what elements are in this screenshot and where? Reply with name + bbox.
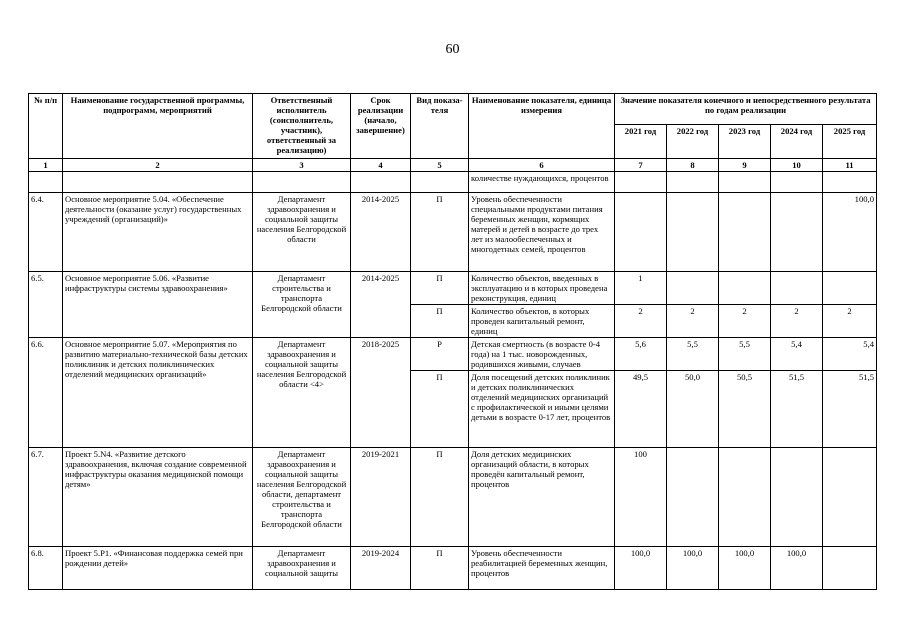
value-2024: 51,5 — [771, 371, 823, 448]
column-number: 6 — [469, 159, 615, 172]
value-2022: 5,5 — [667, 338, 719, 371]
header-num: № п/п — [29, 94, 63, 159]
header-type: Вид показа-теля — [411, 94, 469, 159]
table-row — [29, 448, 877, 547]
header-year: 2024 год — [771, 125, 823, 159]
measure-name: Основное мероприятие 5.06. «Развитие инфраструктуры системы здравоохранения» — [63, 272, 253, 338]
header-indicator: Наименование показателя, единица измерения — [469, 94, 615, 159]
indicator-cell: Уровень обеспеченности реабилитацией беременных женщин, процентов — [469, 547, 615, 590]
indicator-cell: Доля детских медицинских организаций области, в которых проведён капитальный ремонт, процентов — [469, 448, 615, 547]
column-number: 9 — [719, 159, 771, 172]
executor-cell: Департамент здравоохранения и социальной защиты населения Белгородской области, департамент строительства и транспорта Белгородской области — [253, 448, 351, 547]
executor-cell: Департамент здравоохранения и социальной защиты — [253, 547, 351, 590]
header-year: 2023 год — [719, 125, 771, 159]
header-row — [29, 94, 877, 125]
header-year: 2021 год — [615, 125, 667, 159]
period-cell: 2018-2025 — [351, 338, 411, 448]
value-2021: 49,5 — [615, 371, 667, 448]
indicator-cell: Количество объектов, в которых проведен капитальный ремонт, единиц — [469, 305, 615, 338]
page-bottom-edge — [0, 626, 905, 640]
table-row — [29, 172, 877, 193]
type-cell: П — [411, 547, 469, 590]
value-2024: 5,4 — [771, 338, 823, 371]
header-year: 2022 год — [667, 125, 719, 159]
header-executor: Ответственный исполнитель (соисполнитель, участник), ответственный за реализацию) — [253, 94, 351, 159]
value-2022: 100,0 — [667, 547, 719, 590]
indicator-cell: Уровень обеспеченности специальными продуктами питания беременных женщин, кормящих матерей и детей в возрасте до трех лет из малообеспеченных и многодетных семей, процентов — [469, 193, 615, 272]
value-2025: 2 — [823, 305, 877, 338]
header-values-group: Значение показателя конечного и непосредственного результата по годам реализации — [615, 94, 877, 125]
value-2025: 51,5 — [823, 371, 877, 448]
value-2023: 2 — [719, 305, 771, 338]
value-2024: 2 — [771, 305, 823, 338]
row-number: 6.7. — [29, 448, 63, 547]
column-number: 11 — [823, 159, 877, 172]
value-2021: 2 — [615, 305, 667, 338]
executor-cell: Департамент строительства и транспорта Белгородской области — [253, 272, 351, 338]
row-number: 6.4. — [29, 193, 63, 272]
type-cell: П — [411, 448, 469, 547]
value-2022: 50,0 — [667, 371, 719, 448]
measure-name: Проект 5.Р1. «Финансовая поддержка семей при рождении детей» — [63, 547, 253, 590]
indicator-cell: Количество объектов, введенных в эксплуатацию и в которых проведена реконструкция, единиц — [469, 272, 615, 305]
type-cell: П — [411, 272, 469, 305]
indicator-cell: Детская смертность (в возрасте 0-4 года) на 1 тыс. новорожденных, родившихся живыми, случаев — [469, 338, 615, 371]
table-row — [29, 338, 877, 371]
value-2021: 100 — [615, 448, 667, 547]
value-2023: 100,0 — [719, 547, 771, 590]
measure-name: Проект 5.N4. «Развитие детского здравоохранения, включая создание современной инфраструктуры оказания медицинской помощи детям» — [63, 448, 253, 547]
row-number: 6.5. — [29, 272, 63, 338]
value-2025: 5,4 — [823, 338, 877, 371]
table-row — [29, 272, 877, 305]
column-number: 4 — [351, 159, 411, 172]
period-cell: 2019-2021 — [351, 448, 411, 547]
value-2025: 100,0 — [823, 193, 877, 272]
type-cell: П — [411, 193, 469, 272]
row-number: 6.8. — [29, 547, 63, 590]
value-2023: 50,5 — [719, 371, 771, 448]
period-cell: 2014-2025 — [351, 272, 411, 338]
column-number: 10 — [771, 159, 823, 172]
column-number: 1 — [29, 159, 63, 172]
column-number: 5 — [411, 159, 469, 172]
column-number: 7 — [615, 159, 667, 172]
executor-cell: Департамент здравоохранения и социальной защиты населения Белгородской области — [253, 193, 351, 272]
value-2022: 2 — [667, 305, 719, 338]
value-2021: 5,6 — [615, 338, 667, 371]
executor-cell: Департамент здравоохранения и социальной защиты населения Белгородской области <4> — [253, 338, 351, 448]
header-name: Наименование государственной программы, подпрограмм, мероприятий — [63, 94, 253, 159]
value-2023: 5,5 — [719, 338, 771, 371]
type-cell: П — [411, 305, 469, 338]
type-cell: Р — [411, 338, 469, 371]
header-period: Срок реализации (начало, завершение) — [351, 94, 411, 159]
column-number: 8 — [667, 159, 719, 172]
row-number: 6.6. — [29, 338, 63, 448]
value-2024: 100,0 — [771, 547, 823, 590]
value-2021: 100,0 — [615, 547, 667, 590]
indicators-table — [28, 93, 877, 590]
measure-name: Основное мероприятие 5.04. «Обеспечение деятельности (оказание услуг) государственных учреждений (организаций)» — [63, 193, 253, 272]
type-cell: П — [411, 371, 469, 448]
table-row — [29, 193, 877, 272]
header-year: 2025 год — [823, 125, 877, 159]
value-2021: 1 — [615, 272, 667, 305]
column-number: 3 — [253, 159, 351, 172]
indicator-cell: количестве нуждающихся, процентов — [469, 172, 615, 193]
period-cell: 2019-2024 — [351, 547, 411, 590]
column-number-row — [29, 159, 877, 172]
measure-name: Основное мероприятие 5.07. «Мероприятия по развитию материально-технической базы детских поликлиник и детских поликлинических отделений медицинских организаций» — [63, 338, 253, 448]
period-cell: 2014-2025 — [351, 193, 411, 272]
page-number: 60 — [445, 42, 460, 57]
table-row — [29, 547, 877, 590]
column-number: 2 — [63, 159, 253, 172]
indicator-cell: Доля посещений детских поликлиник и детских поликлинических отделений медицинских организаций с профилактической и иными целями детьми в возрасте 0-17 лет, процентов — [469, 371, 615, 448]
